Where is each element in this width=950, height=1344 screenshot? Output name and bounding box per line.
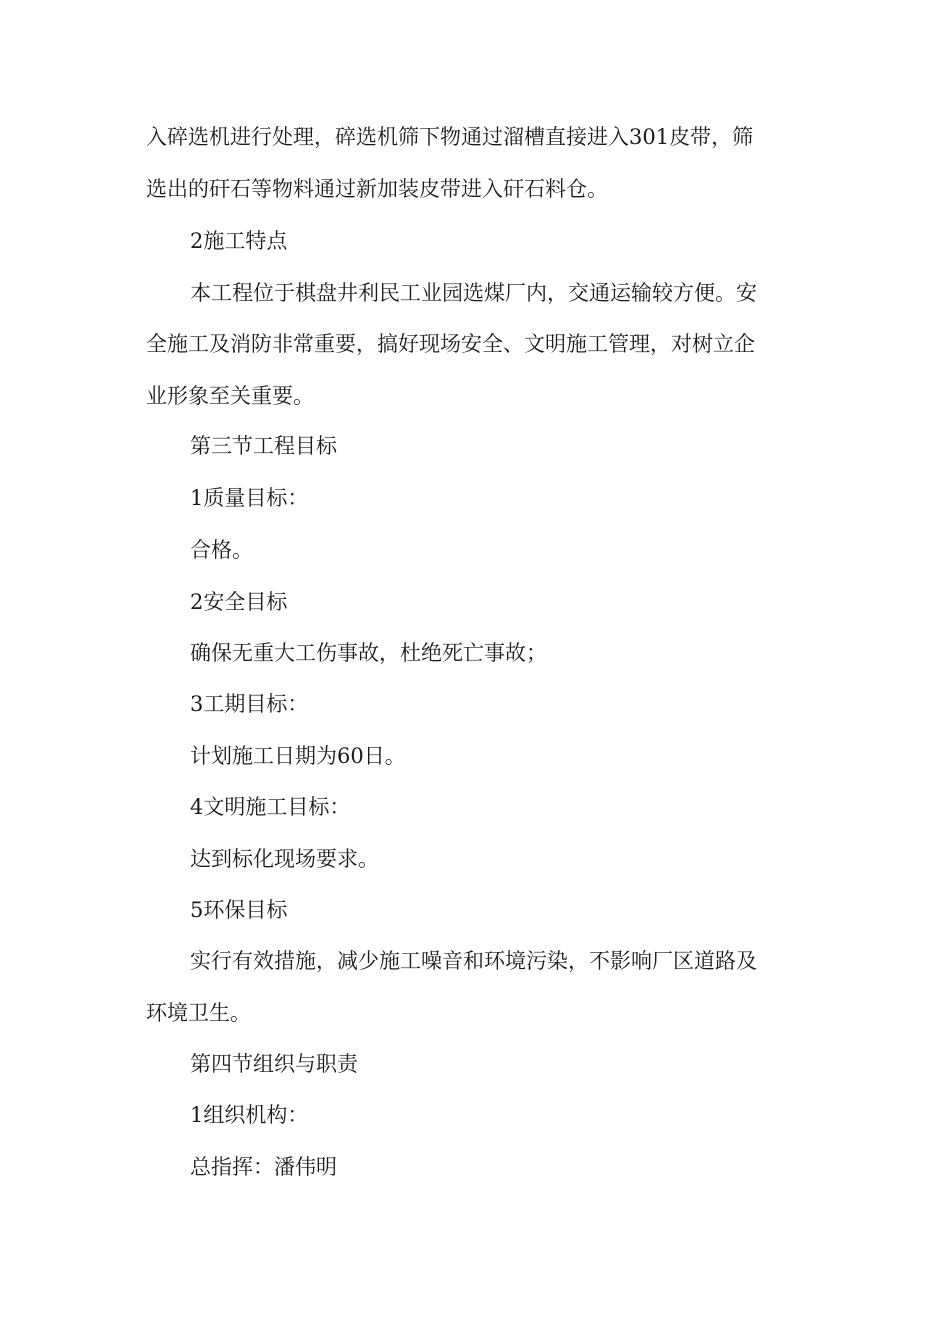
section-heading: 第三节工程目标 — [190, 434, 337, 458]
body-text-line: 环境卫生。 — [146, 1001, 251, 1025]
body-text-line: 确保无重大工伤事故，杜绝死亡事故； — [190, 641, 547, 665]
subsection-heading: 4文明施工目标： — [190, 795, 351, 819]
section-heading: 第四节组织与职责 — [190, 1052, 358, 1076]
body-text-line: 实行有效措施，减少施工噪音和环境污染，不影响厂区道路及 — [190, 949, 757, 973]
body-text-line: 入碎选机进行处理，碎选机筛下物通过溜槽直接进入301皮带，筛 — [146, 125, 754, 149]
subsection-heading: 1质量目标： — [190, 486, 309, 510]
subsection-heading: 1组织机构： — [190, 1103, 309, 1127]
subsection-heading: 2安全目标 — [190, 590, 288, 614]
section-heading: 2施工特点 — [190, 229, 288, 253]
subsection-heading: 3工期目标： — [190, 692, 309, 716]
body-text-line: 计划施工日期为60日。 — [190, 744, 406, 768]
body-text-line: 总指挥：潘伟明 — [190, 1155, 337, 1179]
body-text-line: 全施工及消防非常重要，搞好现场安全、文明施工管理，对树立企 — [146, 332, 755, 356]
body-text-line: 本工程位于棋盘井利民工业园选煤厂内，交通运输较方便。安 — [190, 281, 757, 305]
body-text-line: 合格。 — [190, 538, 253, 562]
body-text-line: 业形象至关重要。 — [146, 384, 314, 408]
body-text-line: 选出的矸石等物料通过新加装皮带进入矸石料仓。 — [146, 177, 608, 201]
subsection-heading: 5环保目标 — [190, 898, 288, 922]
body-text-line: 达到标化现场要求。 — [190, 847, 379, 871]
